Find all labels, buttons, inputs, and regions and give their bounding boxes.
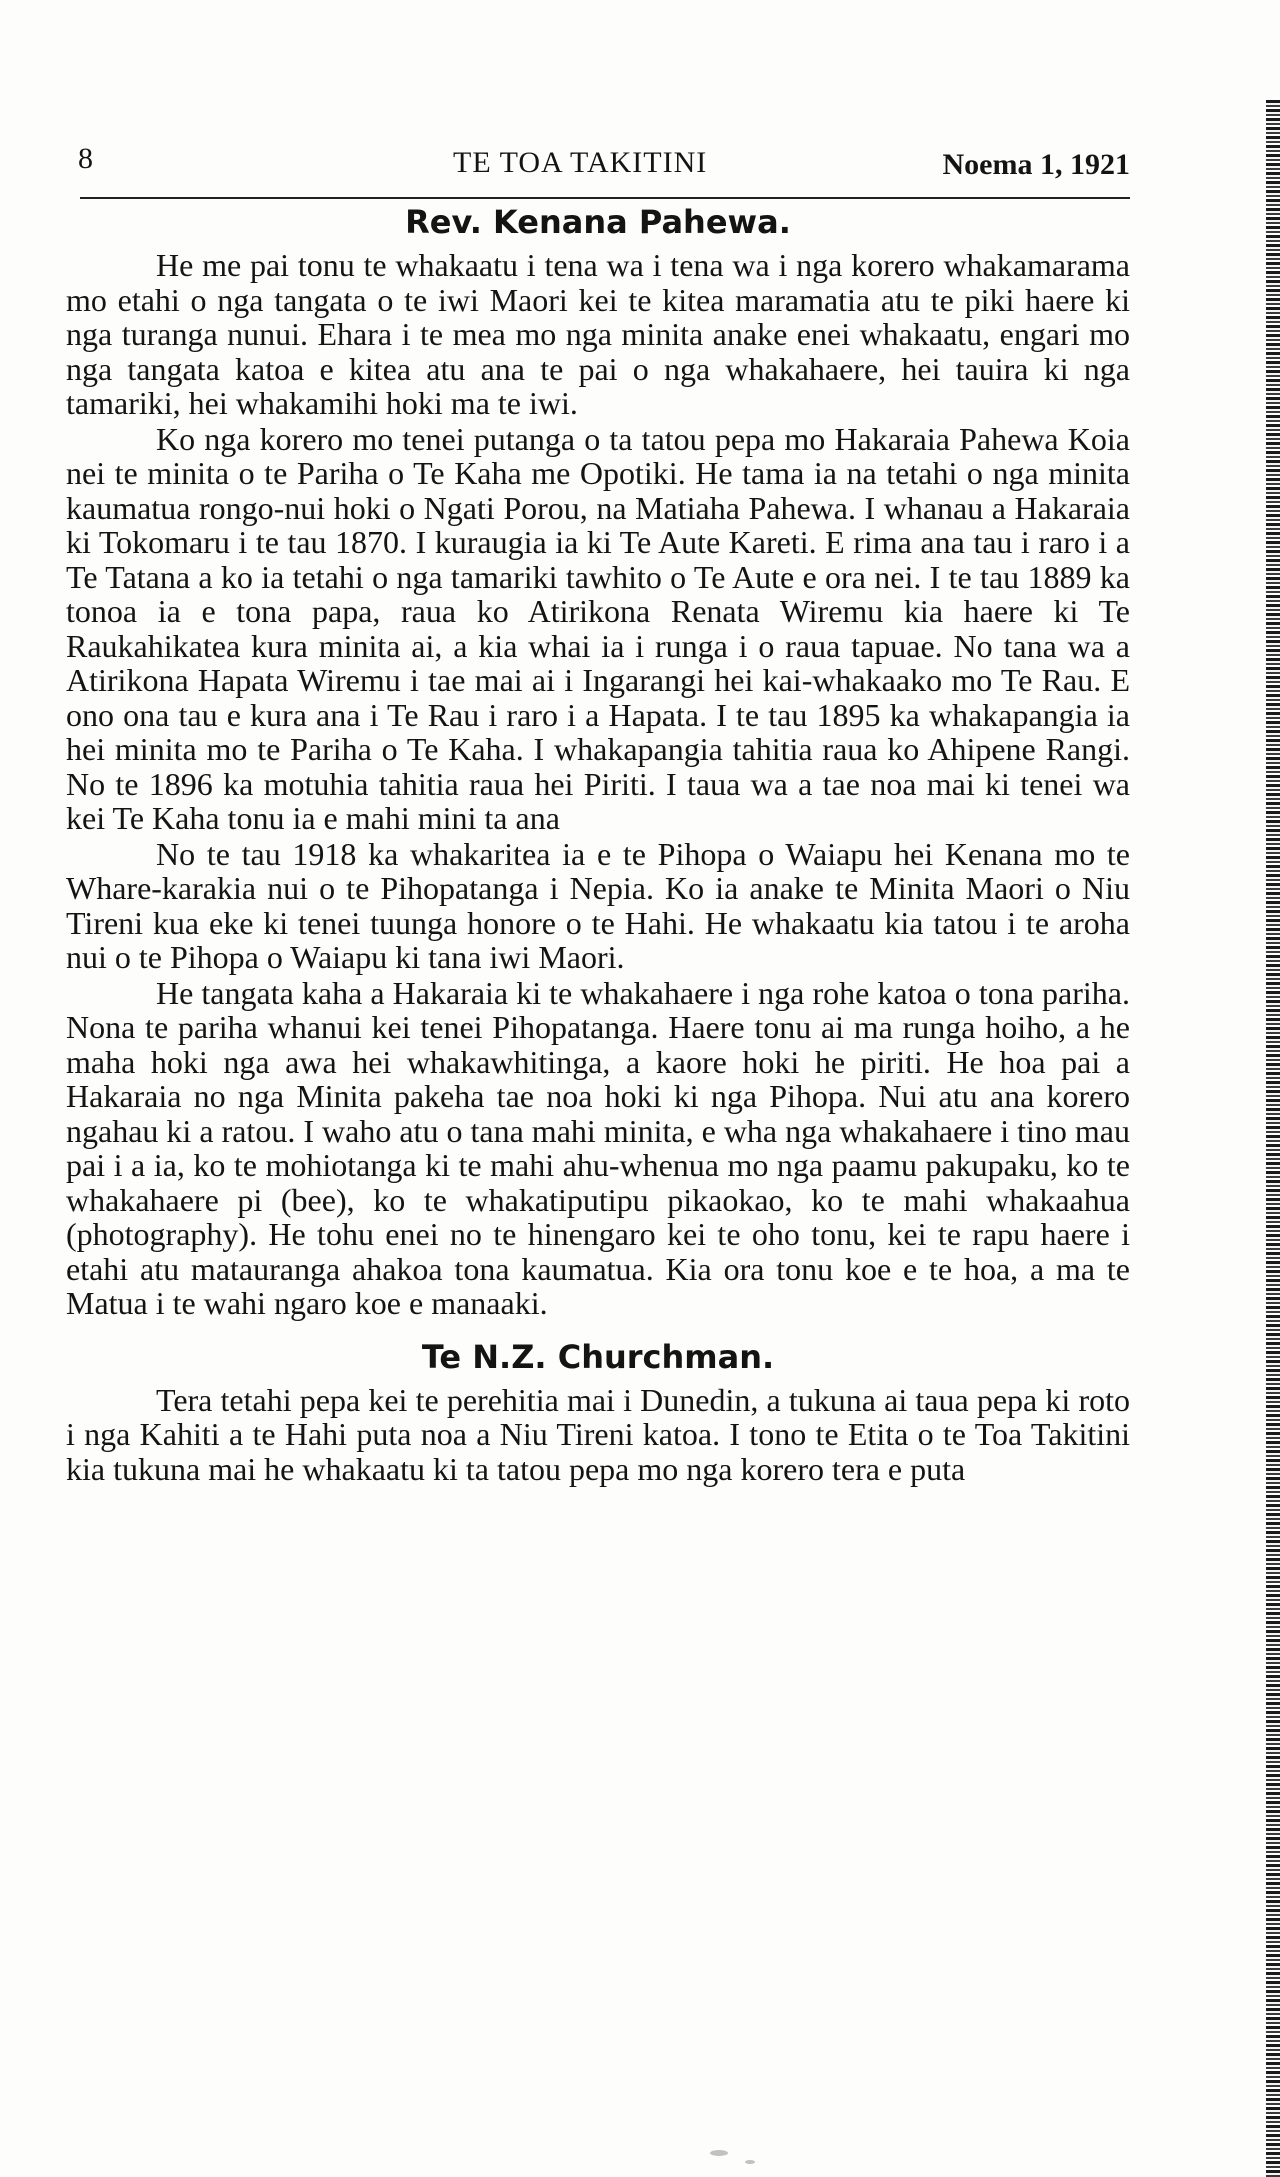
header-rule [80, 197, 1130, 199]
article-paragraph: He me pai tonu te whakaatu i tena wa i tena wa i nga korero whakamarama mo etahi o nga tangata o te iwi Maori kei te kitea maramatia atu te piki haere ki nga turanga nunui. Ehara i te mea mo nga minita anake enei whakaatu, engari mo nga tangata katoa e kitea atu ana te pai o nga whakahaere, hei tauira ki nga tamariki, hei whakamihi hoki ma te iwi. [66, 247, 1130, 421]
article-title: Te N.Z. Churchman. [421, 1337, 775, 1376]
print-speck [745, 2160, 755, 2164]
print-speck [710, 2150, 728, 2156]
article-paragraph: He tangata kaha a Hakaraia ki te whakahaere i nga rohe katoa o tona pariha. Nona te pariha whanui kei tenei Pihopatanga. Haere tonu ai ma runga hoiho, a he maha hoki nga awa hei whakawhitinga, a kaore hoki he piriti. He hoa pai a Hakaraia no nga Minita pakeha tae noa hoki ki nga Pihopa. Nui atu ana korero ngahau ki a ratou. I waho atu o tana mahi minita, e wha nga whakahaere i tino mau pai i a ia, ko te mohiotanga ki te mahi ahu-whenua mo nga paamu pakupaku, ko te whakahaere pi (bee), ko te whakatiputipu pikaokao, ko te mahi whakaahua (photography). He tohu enei no te hinengaro kei te oho tonu, kei te rapu haere i etahi atu matauranga ahakoa tona kaumatua. Kia ora tonu koe e te hoa, a ma te Matua i te wahi ngaro koe e manaaki. [66, 974, 1130, 1321]
article-paragraph: Tera tetahi pepa kei te perehitia mai i Dunedin, a tukuna ai taua pepa ki roto i nga Kahiti a te Hahi puta noa a Niu Tireni katoa. I tono te Etita o te Toa Takitini kia tukuna mai he whakaatu ki ta tatou pepa mo nga korero tera e puta [66, 1381, 1130, 1487]
issue-date: Noema 1, 1921 [942, 148, 1130, 181]
running-title: TE TOA TAKITINI [453, 146, 708, 179]
article-title: Rev. Kenana Pahewa. [405, 203, 791, 241]
article-paragraph: No te tau 1918 ka whakaritea ia e te Pihopa o Waiapu hei Kenana mo te Whare-karakia nui o te Pihopatanga i Nepia. Ko ia anake te Minita Maori o Niu Tireni kua eke ki tenei tuunga honore o te Hahi. He whakaatu kia tatou i te aroha nui o te Pihopa o Waiapu ki tana iwi Maori. [66, 835, 1130, 975]
article-paragraph: Ko nga korero mo tenei putanga o ta tatou pepa mo Hakaraia Pahewa Koia nei te minita o te Pariha o Te Kaha me Opotiki. He tama ia na tetahi o nga minita kaumatua rongo-nui hoki o Ngati Porou, na Matiaha Pahewa. I whanau a Hakaraia ki Tokomaru i te tau 1870. I kuraugia ia ki Te Aute Kareti. E rima ana tau i raro i a Te Tatana a ko ia tetahi o nga tamariki tawhito o Te Aute e ora nei. I te tau 1889 ka tonoa ia e tona papa, raua ko Atirikona Renata Wiremu kia haere ki Te Raukahikatea kura minita ai, a kia whai ia i runga i o raua tapuae. No tana wa a Atirikona Hapata Wiremu i tae mai ai i Ingarangi hei kai-whakaako mo Te Rau. E ono ona tau e kura ana i Te Rau i raro i a Hapata. I te tau 1895 ka whakapangia ia hei minita mo te Pariha o Te Kaha. I whakapangia tahitia raua ko Ahipene Rangi. No te 1896 ka motuhia tahitia raua hei Piriti. I taua wa a tae noa mai ki tenei wa kei Te Kaha tonu ia e mahi mini ta ana [66, 420, 1130, 836]
page-binding-edge [1266, 100, 1280, 2177]
page-header [78, 142, 1130, 192]
article-column [66, 200, 1130, 1487]
page-number: 8 [78, 142, 93, 175]
